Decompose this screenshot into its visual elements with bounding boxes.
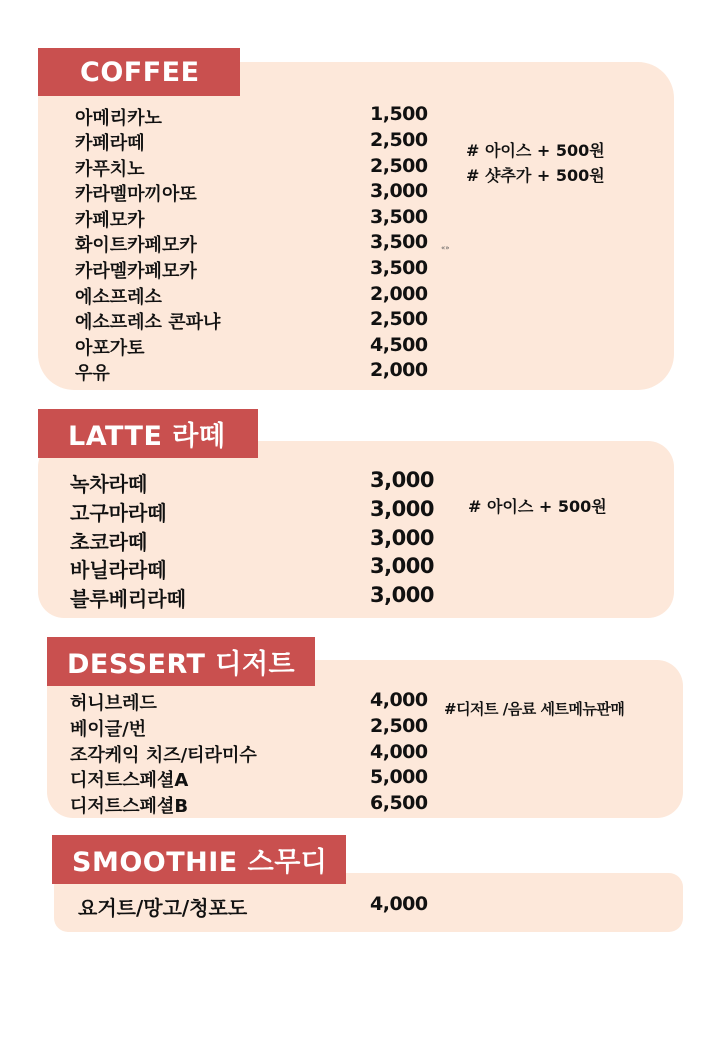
menu-item-name: 조각케익 치즈/티라미수 [70,745,257,766]
menu-item-name: 카라멜마끼아또 [75,184,197,205]
menu-item-name: 디저트스페셜B [70,796,189,817]
latte-section-title: LATTE 라떼 [38,409,258,458]
menu-item-price: 6,500 [370,792,428,814]
menu-item-price: 2,500 [370,155,428,177]
menu-item-name: 카라멜카페모카 [75,261,197,282]
coffee-note-ice: # 아이스 + 500원 [466,141,605,160]
small-mark: «» [441,244,450,252]
menu-item-price: 2,000 [370,283,428,305]
menu-item-price: 3,000 [370,583,434,607]
menu-item-price: 4,000 [370,689,428,711]
menu-item-name: 베이글/번 [70,719,147,740]
menu-item-name: 카페라떼 [75,133,145,154]
menu-item-name: 허니브레드 [70,693,157,714]
dessert-section-title: DESSERT 디저트 [47,637,315,686]
menu-item-name: 디저트스페셜A [70,770,189,791]
menu-item-price: 2,500 [370,308,428,330]
menu-item-name: 화이트카페모카 [75,235,197,256]
menu-item-price: 3,500 [370,206,428,228]
coffee-note-shot: # 샷추가 + 500원 [466,166,605,185]
menu-item-price: 3,000 [370,468,434,492]
menu-item-price: 4,500 [370,334,428,356]
dessert-note-set: #디저트 /음료 세트메뉴판매 [444,700,625,718]
menu-item-name: 카페모카 [75,210,145,231]
coffee-section-title: COFFEE [38,48,240,96]
menu-item-name: 에소프레소 [75,287,162,308]
menu-item-name: 초코라떼 [70,530,148,554]
menu-item-name: 녹차라떼 [70,472,148,496]
menu-item-name: 카푸치노 [75,159,145,180]
menu-item-name: 바닐라라떼 [70,558,167,582]
menu-item-price: 5,000 [370,766,428,788]
menu-item-name: 고구마라떼 [70,501,167,525]
menu-item-price: 4,000 [370,741,428,763]
menu-item-price: 3,500 [370,257,428,279]
menu-item-price: 2,500 [370,715,428,737]
menu-item-name: 요거트/망고/청포도 [78,896,248,920]
menu-item-price: 4,000 [370,893,428,915]
menu-item-price: 3,000 [370,180,428,202]
menu-item-name: 아메리카노 [75,108,162,129]
menu-item-price: 2,500 [370,129,428,151]
menu-item-price: 1,500 [370,103,428,125]
menu-item-price: 2,000 [370,359,428,381]
smoothie-section-title: SMOOTHIE 스무디 [52,835,346,884]
menu-item-price: 3,000 [370,526,434,550]
menu-item-name: 우유 [75,363,110,384]
menu-item-name: 에소프레소 콘파냐 [75,312,221,333]
menu-item-name: 아포가토 [75,338,145,359]
menu-item-price: 3,000 [370,497,434,521]
menu-item-price: 3,000 [370,554,434,578]
latte-note-ice: # 아이스 + 500원 [468,497,607,516]
menu-item-name: 블루베리라떼 [70,587,186,611]
menu-item-price: 3,500 [370,231,428,253]
